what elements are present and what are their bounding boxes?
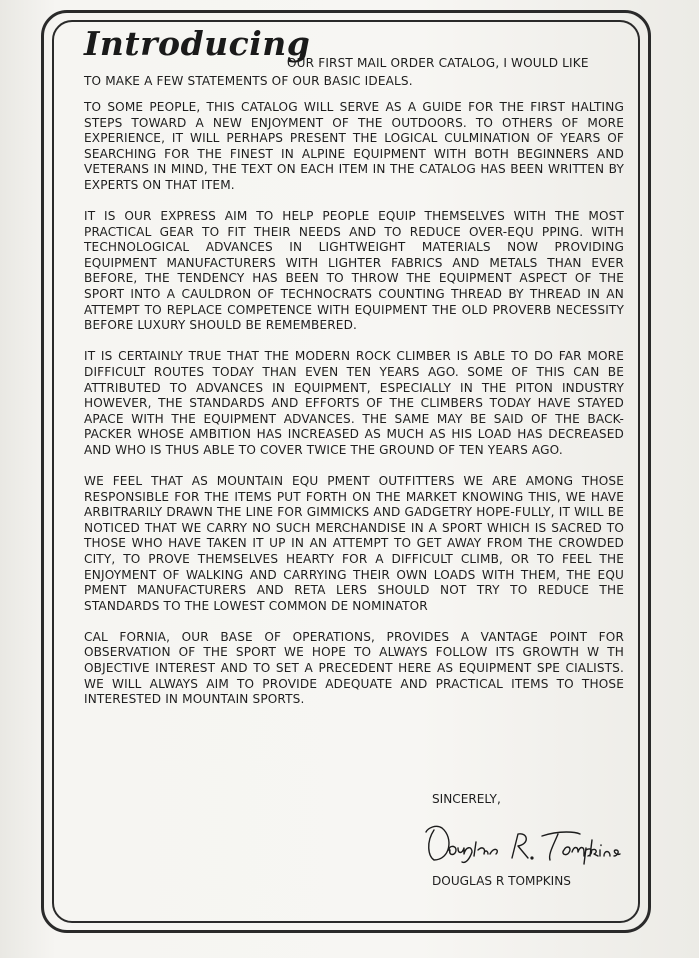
heading-word: Introducing <box>84 24 311 63</box>
letter-body <box>84 24 624 723</box>
paragraph: TO SOME PEOPLE, THIS CATALOG WILL SERVE AS A GUIDE FOR THE FIRST HALTING STEPS TOWARD A NEW ENJOYMENT OF THE OUTDOORS. TO OTHERS OF MORE EXPERIENCE, IT WILL PERHAPS PRESENT THE LOGICAL CULMINATION OF YEARS OF SEARCHING FOR THE FINEST IN ALPINE EQUIPMENT WITH BOTH BEGINNERS AND VETERANS IN MIND, THE TEXT ON EACH ITEM IN THE CATALOG HAS BEEN WRITTEN BY EXPERTS ON THAT ITEM. <box>84 100 624 192</box>
paragraph: IT IS OUR EXPRESS AIM TO HELP PEOPLE EQUIP THEMSELVES WITH THE MOST PRACTICAL GEAR TO FIT THEIR NEEDS AND TO REDUCE OVER-EQU PPING. WITH TECHNOLOGICAL ADVANCES IN LIGHTWEIGHT MATERIALS NOW PROVIDING EQUIPMENT MANUFACTURERS WITH LIGHTER FABRICS AND METALS THAN EVER BEFORE, THE TENDENCY HAS BEEN TO THROW THE EQUIPMENT ASPECT OF THE SPORT INTO A CAULDRON OF TECHNOCRATS COUNTING THREAD BY THREAD IN AN ATTEMPT TO REPLACE COMPETENCE WITH EQUIPMENT THE OLD PROVERB NECESSITY BEFORE LUXURY SHOULD BE REMEMBERED. <box>84 209 624 333</box>
closing-salutation: SINCERELY, <box>432 792 501 806</box>
heading-rest: OUR FIRST MAIL ORDER CATALOG, I WOULD LIKE <box>287 56 589 70</box>
paragraph: IT IS CERTAINLY TRUE THAT THE MODERN ROCK CLIMBER IS ABLE TO DO FAR MORE DIFFICULT ROUTES TODAY THAN EVEN TEN YEARS AGO. SOME OF THIS CAN BE ATTRIBUTED TO ADVANCES IN EQUIPMENT, ESPECIALLY IN THE PITON INDUSTRY HOWEVER, THE STANDARDS AND EFFORTS OF THE CLIMBERS TODAY HAVE STAYED APACE WITH THE EQUIPMENT ADVANCES. THE SAME MAY BE SAID OF THE BACK-PACKER WHOSE AMBITION HAS INCREASED AS MUCH AS HIS LOAD HAS DECREASED AND WHO IS THUS ABLE TO COVER TWICE THE GROUND OF TEN YEARS AGO. <box>84 349 624 457</box>
heading-continuation: TO MAKE A FEW STATEMENTS OF OUR BASIC IDEALS. <box>84 74 413 88</box>
signer-name: DOUGLAS R TOMPKINS <box>432 874 571 888</box>
paragraph: CAL FORNIA, OUR BASE OF OPERATIONS, PROVIDES A VANTAGE POINT FOR OBSERVATION OF THE SPORT WE HOPE TO ALWAYS FOLLOW ITS GROWTH W TH OBJECTIVE INTEREST AND TO SET A PRECEDENT HERE AS EQUIPMENT SPE CIALISTS. WE WILL ALWAYS AIM TO PROVIDE ADEQUATE AND PRACTICAL ITEMS TO THOSE INTERESTED IN MOUNTAIN SPORTS. <box>84 629 624 707</box>
handwritten-signature <box>420 812 640 872</box>
paragraph: WE FEEL THAT AS MOUNTAIN EQU PMENT OUTFITTERS WE ARE AMONG THOSE RESPONSIBLE FOR THE ITEMS PUT FORTH ON THE MARKET KNOWING THIS, WE HAVE ARBITRARILY DRAWN THE LINE FOR GIMMICKS AND GADGETRY HOPE-FULLY, IT WILL BE NOTICED THAT WE CARRY NO SUCH MERCHANDISE IN A SPORT WHICH IS SACRED TO THOSE WHO HAVE TAKEN IT UP IN AN ATTEMPT TO GET AWAY FROM THE CROWDED CITY, TO PROVE THEMSELVES HEARTY FOR A DIFFICULT CLIMB, OR TO FEEL THE ENJOYMENT OF WALKING AND CARRYING THEIR OWN LOADS WITH THEM, THE EQU PMENT MANUFACTURERS AND RETA LERS SHOULD NOT TRY TO REDUCE THE STANDARDS TO THE LOWEST COMMON DE NOMINATOR <box>84 473 624 613</box>
letter-heading <box>84 24 624 88</box>
